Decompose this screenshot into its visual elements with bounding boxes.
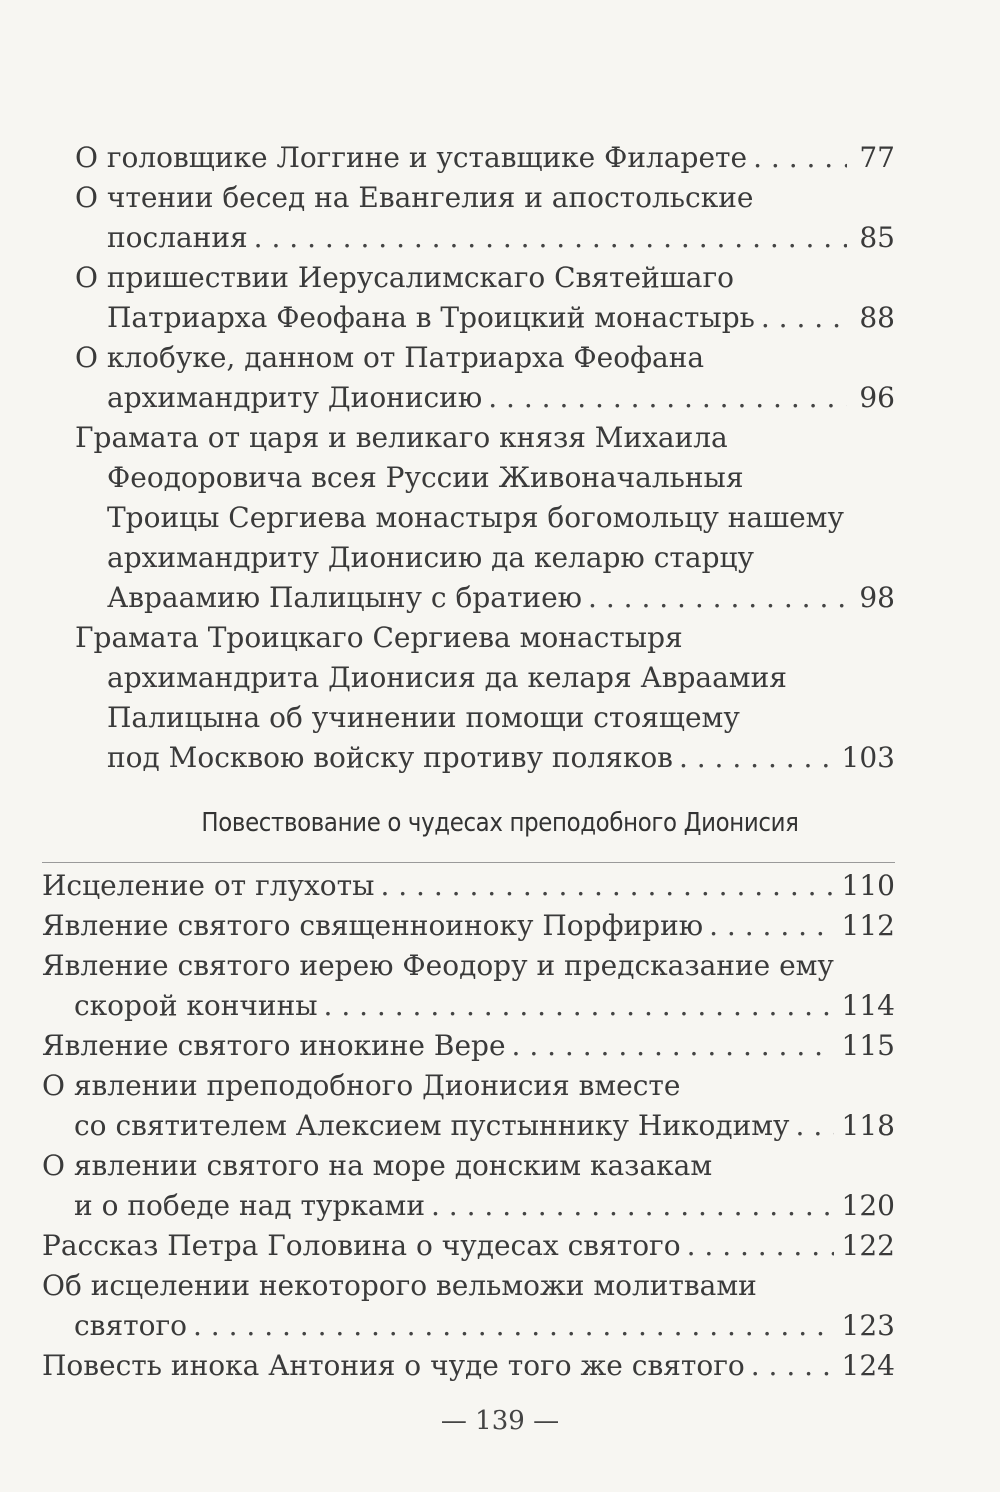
toc-entry-last-line <box>42 1306 895 1346</box>
toc-entry-line: архимандриту Дионисию <box>107 381 483 414</box>
dot-leader <box>687 1226 834 1266</box>
toc-entry-last-line <box>42 1026 895 1066</box>
dot-leader <box>488 378 847 418</box>
toc-entry <box>75 138 895 178</box>
dot-leader <box>324 986 834 1026</box>
toc-entry-line: О чтении бесед на Евангелия и апостольские <box>75 181 754 214</box>
toc-entry <box>75 258 895 338</box>
toc-entry-line: О явлении святого на море донским казакам <box>42 1149 713 1182</box>
toc-entry-line: под Москвою войску противу поляков <box>107 741 673 774</box>
toc-entry-line: Повесть инока Антония о чуде того же святого <box>42 1349 745 1382</box>
toc-entry <box>75 618 895 778</box>
toc-entry <box>42 1266 895 1346</box>
toc-part-2 <box>42 866 895 1386</box>
toc-page-number: 98 <box>859 581 895 614</box>
toc-page-number: 120 <box>841 1189 895 1222</box>
toc-page-number: 122 <box>841 1229 895 1262</box>
dot-leader <box>380 866 833 906</box>
dot-leader <box>709 906 833 946</box>
toc-page-number: 123 <box>841 1309 895 1342</box>
toc-entry-last-line <box>42 1226 895 1266</box>
toc-entry-line: архимандриту Дионисию да келарю старцу <box>107 541 754 574</box>
toc-entry-line: О пришествии Иерусалимскаго Святейшаго <box>75 261 734 294</box>
dot-leader <box>512 1026 834 1066</box>
toc-entry-line: скорой кончины <box>74 989 318 1022</box>
toc-entry <box>75 338 895 418</box>
toc-page-number: 96 <box>859 381 895 414</box>
toc-entry-line: Явление святого иерею Феодору и предсказание ему <box>42 949 834 982</box>
toc-entry-line: Исцеление от глухоты <box>42 869 375 902</box>
toc-part-1 <box>75 138 895 778</box>
toc-entry-last-line <box>75 298 895 338</box>
toc-entry-last-line <box>42 1106 895 1146</box>
dot-leader <box>761 298 847 338</box>
dot-leader <box>254 218 847 258</box>
toc-entry-last-line <box>75 578 895 618</box>
toc-entry-line: Грамата Троицкаго Сергиева монастыря <box>75 621 683 654</box>
toc-entry-line: Авраамию Палицыну с братиею <box>107 581 583 614</box>
toc-entry-line: послания <box>107 221 248 254</box>
toc-entry-last-line <box>42 986 895 1026</box>
toc-page-number: 103 <box>841 741 895 774</box>
toc-entry-line: Об исцелении некоторого вельможи молитвами <box>42 1269 757 1302</box>
toc-entry-line: святого <box>74 1309 187 1342</box>
toc-entry-line: архимандрита Дионисия да келаря Авраамия <box>107 661 787 694</box>
toc-entry-line: Троицы Сергиева монастыря богомольцу нашему <box>107 501 844 534</box>
toc-page-number: 114 <box>841 989 895 1022</box>
toc-entry <box>42 1146 895 1226</box>
toc-entry-line: О головщике Логгине и уставщике Филарете <box>75 141 748 174</box>
toc-page-number: 110 <box>841 869 895 902</box>
toc-entry-line: О явлении преподобного Дионисия вместе <box>42 1069 681 1102</box>
toc-entry-line: Грамата от царя и великаго князя Михаила <box>75 421 728 454</box>
toc-entry-line: и о победе над турками <box>74 1189 425 1222</box>
toc-entry-last-line <box>42 1186 895 1226</box>
toc-entry-line: Явление святого инокине Вере <box>42 1029 506 1062</box>
toc-entry-last-line <box>42 1346 895 1386</box>
toc-entry <box>42 906 895 946</box>
toc-page-number: 77 <box>859 141 895 174</box>
toc-entry <box>42 1066 895 1146</box>
toc-entry <box>75 418 895 618</box>
toc-entry <box>42 866 895 906</box>
dot-leader <box>796 1106 834 1146</box>
section-title: Повествование о чудесах преподобного Дионисия <box>201 808 799 838</box>
toc-entry-line: со святителем Алексием пустыннику Никодиму <box>74 1109 790 1142</box>
dot-leader <box>588 578 847 618</box>
page-number: — 139 — <box>440 1406 560 1436</box>
toc-entry-last-line <box>42 906 895 946</box>
toc-entry-last-line <box>75 378 895 418</box>
section-divider <box>42 862 895 863</box>
toc-entry-line: Рассказ Петра Головина о чудесах святого <box>42 1229 681 1262</box>
dot-leader <box>753 138 847 178</box>
toc-entry <box>42 1226 895 1266</box>
toc-page-number: 118 <box>841 1109 895 1142</box>
toc-entry-line: Палицына об учинении помощи стоящему <box>107 701 740 734</box>
toc-entry-line: О клобуке, данном от Патриарха Феофана <box>75 341 705 374</box>
toc-entry-line: Патриарха Феофана в Троицкий монастырь <box>107 301 755 334</box>
toc-entry-last-line <box>75 738 895 778</box>
dot-leader <box>751 1346 834 1386</box>
toc-entry <box>75 178 895 258</box>
toc-entry-line: Явление святого священноиноку Порфирию <box>42 909 704 942</box>
toc-page-number: 115 <box>841 1029 895 1062</box>
dot-leader <box>679 738 834 778</box>
dot-leader <box>431 1186 834 1226</box>
toc-page-number: 88 <box>859 301 895 334</box>
toc-entry <box>42 1346 895 1386</box>
toc-entry <box>42 946 895 1026</box>
toc-entry-last-line <box>75 138 895 178</box>
toc-entry-last-line <box>75 218 895 258</box>
dot-leader <box>193 1306 834 1346</box>
toc-page-number: 112 <box>841 909 895 942</box>
toc-page-number: 85 <box>859 221 895 254</box>
toc-page-number: 124 <box>841 1349 895 1382</box>
toc-entry-last-line <box>42 866 895 906</box>
toc-entry <box>42 1026 895 1066</box>
toc-entry-line: Феодоровича всея Руссии Живоначальныя <box>107 461 744 494</box>
